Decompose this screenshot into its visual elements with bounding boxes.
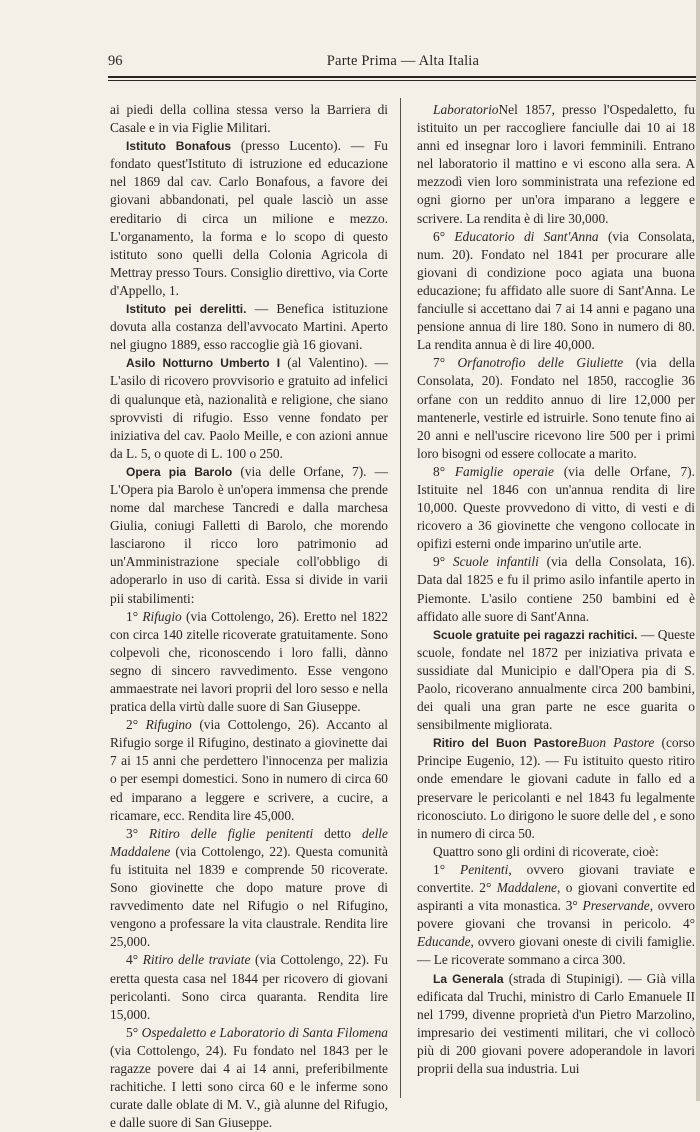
left-paragraph [110,951,388,1023]
italic-term: Ospedaletto e Laboratorio di Santa Filomena [141,1024,388,1040]
italic-term: Penitenti [460,861,509,877]
italic-term: delle Maddalene [110,825,388,859]
italic-term: Educatorio di Sant'Anna [454,228,599,244]
entry-heading: Istituto Bonafous [126,139,232,154]
entry-heading: Scuole gratuite pei ragazzi rachitici. [433,627,638,642]
body-text: ai piedi della collina stessa verso la Barriera di Casale e in via Figlie Militari. [110,102,388,136]
right-paragraph [417,861,695,970]
body-text: 4° [126,952,143,968]
left-column [110,101,388,1132]
running-title: Parte Prima — Alta Italia [326,53,480,69]
body-text: (via Cottolengo, 22). Questa comunità fu istituita nel 1839 e comprende 50 ricoverate. Sono giovinette che dopo mature prove di ravvedimento date nel Rifugio o nel Rifugino, vengono a professare la vita claustrale. Rendita lire 25,000. [110,843,388,950]
body-text: Nel 1857, presso l'Ospedaletto, fu istituito un [417,102,695,136]
left-paragraph [110,825,388,952]
left-paragraph [110,716,388,825]
body-text: 3° [126,825,150,841]
italic-term: Orfanotrofio delle Giuliette [457,355,624,371]
body-text: (corso Principe Eugenio, 12). — Fu istituito questo ritiro onde emendare le giovani cadute in fallo ed a preservare le pericolanti e nel 1843 fu legalmente riconosciuto. Lo dirigono le suore delle del [417,735,695,823]
italic-term: Famiglie operaie [454,463,554,479]
italic-term: Ritiro delle traviate [142,952,251,968]
right-paragraph [417,354,695,463]
running-header [108,53,698,75]
entry-heading: Istituto pei derelitti. [126,302,247,317]
body-text: (via delle Orfane, 7). — L'Opera pia Barolo è un'opera immensa che prende nome dal marchese Tancredi e dalla marchesa Giulia, coniugi Falletti di Barolo, che morendo lasciarono il ricco loro patrimonio ad un'Amministrazione speciale coll'obbligo di adoperarlo in uso di carità. Essa si divide in varii pii stabilimenti: [110,463,388,606]
body-text: 9° [433,554,453,570]
entry-heading: La Generala [433,971,504,986]
body-text: (via Cottolengo, 22). Fu eretta questa casa nel 1844 per ricovero di giovani pericolanti. Sono circa quaranta. Rendita lire 15,000. [110,952,388,1022]
entry-heading: Ritiro del Buon Pastore [433,736,578,751]
body-text: 1° [126,608,143,624]
body-text: — Queste scuole, fondate nel 1872 per iniziativa privata e sussidiate dal Municipio e dall'Opera pia di S. Paolo, ricoverano annualmente circa 200 bambini, dei quali una gran parte ne esce guarita o sensibilmente migliorata. [417,626,695,733]
entry-heading: Asilo Notturno Umberto I [126,356,281,371]
body-text: detto [313,825,362,841]
body-text: , ovvero giovani traviate e convertite. 2° [417,861,695,896]
body-text: Quattro sono gli ordini di ricoverate, cioè: [433,843,659,859]
italic-term: Ritiro delle figlie penitenti [149,825,314,841]
page-edge-shadow [696,0,700,1101]
body-text: 2° [126,717,146,733]
body-text: (via Cottolengo, 26). Accanto al Rifugio sorge il Rifugino, destinato a giovinette dai 7 ai 15 anni che perdettero l'innocenza per malizia o per esempi domestici. Sono in numero di circa 60 ed imparano a leggere e scrivere, a cucire, a ricamare, ecc. Rendita lire 45,000. [110,717,388,823]
body-text: (via Consolata, num. 20). Fondato nel 1841 per procurare alle giovani di condizione poco agiata una buona educazione; fu affidato alle suore di Sant'Anna. Le fanciulle si accettano dai 7 ai 14 anni e pagano una pensione annua di lire 180. Sono in numero di 80. La rendita annua è di lire 40,000. [417,228,695,353]
column-divider [400,98,401,1098]
italic-term: Buon Pastore [577,735,655,751]
left-paragraph [110,300,388,354]
body-text: (via della Consolata, 20). Fondato nel 1850, raccoglie 36 orfane con un reddito annuo di lire 12,000 per mantenerle, vestirle ed istruirle. Sono tenute fino ai 20 anni e nell'uscire ricevono lire 500 per i primi loro bisogni od essere collocate a marito. [417,355,695,461]
left-paragraph [110,137,388,300]
right-column [417,101,695,1078]
body-text: (presso Lucento). — Fu fondato quest'Istituto di istruzione ed educazione nel 1869 dal cav. Carlo Bonafous, a favore dei giovani abbandonati, pel quale lasciò un asse ereditario di circa un milione e mezzo. L'organamento, la forma e lo scopo di questo istituto sono quelli della Colonia Agricola di Mettray presso Tours. Consiglio direttivo, via Corte d'Appello, 1. [110,138,389,298]
body-text: (via delle Orfane, 7). Istituite nel 1846 con un'annua rendita di lire 10,000. Queste provvedono di vitto, di vesti e di ricovero a 36 giovinette che vengono collocate in opifizi esterni onde imparino un'utile arte. [417,463,695,552]
body-text: , ovvero povere giovani che trovansi in pericolo. 4° [417,898,695,932]
right-paragraph [417,463,695,553]
italic-term: Scuole infantili [452,554,539,570]
body-text: , e sono in numero di circa 50. [417,807,695,841]
right-paragraph [417,734,695,843]
body-text: (al Valentino). — L'asilo di ricovero provvisorio e gratuito ad infelici di qualunque età, nazionalità e religione, che siano sprovvisti di rifugio. Esso venne fondato per iniziativa del cav. Paolo Meille, e con azioni annue da L. 5, o quote di L. 100 o 250. [110,355,388,461]
body-text: (via Cottolengo, 26). Eretto nel 1822 con circa 140 zitelle ricoverate gratuitamente. Sono colpevoli che, riconoscendo i loro falli, dànno segno di sincero ravvedimento. Esse vengono ammaestrate nei lavori proprii del loro sesso e nella pratica della virtù dalle suore di San Giuseppe. [110,608,388,715]
right-paragraph [417,970,695,1079]
left-paragraph [110,101,388,137]
right-paragraph [417,101,695,228]
italic-term: Preservande [582,898,650,914]
body-text: , o giovani convertite ed aspiranti a vita monastica. 3° [417,880,695,914]
right-paragraph [417,843,695,861]
body-text: per raccogliere fanciulle dai 10 ai 18 anni ed insegnar loro i lavori femminili. Entrano nel laboratorio il mattino e vi escono alla sera. A mezzodì vien loro somministrata una refezione ed ogni giorno per un'ora imparano a leggere e scrivere. La rendita è di lire 30,000. [417,120,695,226]
body-text: 7° [433,355,458,371]
body-text: 5° [126,1024,142,1040]
left-paragraph [110,608,388,717]
body-text: — Benefica istituzione dovuta alla costanza dell'avvocato Martini. Aperto nel giugno 1889, esso raccoglie già 16 giovani. [110,301,388,353]
entry-heading: Opera pia Barolo [126,464,233,479]
right-paragraph [417,553,695,625]
italic-term: Laboratorio [433,102,499,117]
body-text: 8° [433,463,455,479]
right-paragraph [417,228,695,355]
header-rule [108,76,698,78]
italic-term: Educande [417,934,471,950]
italic-term: Rifugino [145,717,192,733]
italic-term: Maddalene [496,880,557,896]
left-paragraph [110,354,388,463]
italic-term: Rifugio [142,608,182,624]
body-text: 1° [433,861,461,877]
body-text: (via Cottolengo, 24). Fu fondato nel 1843 per le ragazze povere dai 4 ai 14 anni, preferibilmente rachitiche. I letti sono circa 60 e le inferme sono curate dalle oblate di M. V., già alunne del Rifugio, e dalle suore di San Giuseppe. [110,1042,388,1131]
header-rule-thin [108,80,698,81]
page-number: 96 [108,53,123,69]
body-text: 6° [433,228,455,244]
left-paragraph [110,1024,388,1132]
left-paragraph [110,463,388,608]
right-paragraph [417,626,695,735]
body-text: (strada di Stupinigi). — Già villa edificata dal Truchi, ministro di Carlo Emanuele II nel 1799, divenne proprietà d'un Pietro Marzolino, impresario dei vestimenti militari, che vi collocò più di 200 giovani povere adoperandole in lavori proprii della sua industria. Lui [417,970,696,1076]
body-text: (via della Consolata, 16). Data dal 1825 e fu il primo asilo infantile aperto in Piemonte. L'asilo contiene 250 bambini ed è affidato alle suore di Sant'Anna. [417,554,695,624]
body-text: , ovvero giovani oneste di civili famiglie. — Le ricoverate sommano a circa 300. [417,934,695,968]
